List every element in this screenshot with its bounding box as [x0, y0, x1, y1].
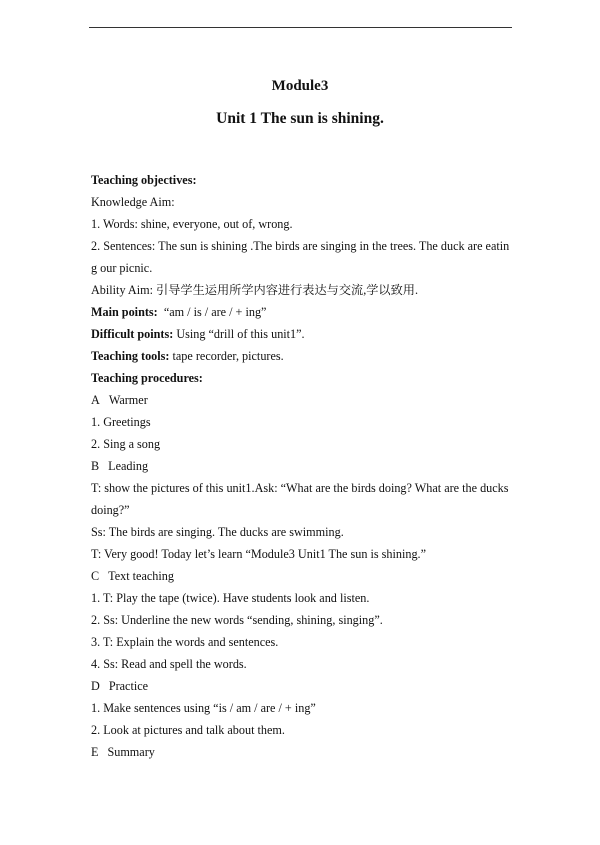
main-points: [91, 301, 513, 323]
section-b-letter: B: [91, 459, 100, 473]
section-d-letter: D: [91, 679, 100, 693]
section-a-letter: A: [91, 393, 100, 407]
list-item: T: Very good! Today let’s learn “Module3 Unit1 The sun is shining.”: [91, 547, 427, 561]
list-item: Ss: The birds are singing. The ducks are swimming.: [91, 525, 344, 539]
section-d-heading: [91, 675, 513, 697]
main-points-value: “am / is / are / + ing”: [163, 305, 267, 319]
module-title: Module3: [271, 78, 329, 94]
section-c-title: Text teaching: [108, 569, 174, 583]
list-item: 2. Sing a song: [91, 437, 161, 451]
list-item: 4. Ss: Read and spell the words.: [91, 657, 247, 671]
list-item: 3. T: Explain the words and sentences.: [91, 635, 279, 649]
ability-aim: Ability Aim: 引导学生运用所学内容进行表达与交流,学以致用.: [91, 283, 419, 297]
section-b-title: Leading: [108, 459, 149, 473]
sentences-line: 2. Sentences: The sun is shining .The birds are singing in the trees. The duck are eating our picnic.: [91, 239, 510, 275]
section-d-title: Practice: [108, 679, 149, 693]
list-item: T: show the pictures of this unit1.Ask: “What are the birds doing? What are the ducks doing?”: [91, 481, 509, 517]
words-line: 1. Words: shine, everyone, out of, wrong.: [91, 217, 293, 231]
unit-title: Unit 1 The sun is shining.: [216, 110, 384, 127]
difficult-points: [91, 323, 513, 345]
difficult-points-label: Difficult points:: [91, 327, 174, 341]
section-e-letter: E: [91, 745, 99, 759]
section-c-letter: C: [91, 569, 100, 583]
list-item: 2. Look at pictures and talk about them.: [91, 723, 285, 737]
section-a-heading: [91, 389, 513, 411]
document-body: [91, 169, 513, 763]
list-item: 2. Ss: Underline the new words “sending, shining, singing”.: [91, 613, 383, 627]
objectives-heading: Teaching objectives:: [91, 173, 197, 187]
difficult-points-value: Using “drill of this unit1”.: [176, 327, 305, 341]
teaching-tools: [91, 345, 513, 367]
section-b-heading: [91, 455, 513, 477]
section-e-heading: [91, 741, 513, 763]
main-points-label: Main points:: [91, 305, 158, 319]
list-item: 1. Greetings: [91, 415, 151, 429]
section-e-title: Summary: [107, 745, 155, 759]
list-item: 1. Make sentences using “is / am / are / + ing”: [91, 701, 316, 715]
teaching-tools-label: Teaching tools:: [91, 349, 170, 363]
procedures-heading: Teaching procedures:: [91, 371, 203, 385]
teaching-tools-value: tape recorder, pictures.: [172, 349, 284, 363]
section-a-title: Warmer: [108, 393, 148, 407]
knowledge-aim: Knowledge Aim:: [91, 195, 175, 209]
header-rule: [89, 27, 512, 28]
section-c-heading: [91, 565, 513, 587]
list-item: 1. T: Play the tape (twice). Have students look and listen.: [91, 591, 370, 605]
